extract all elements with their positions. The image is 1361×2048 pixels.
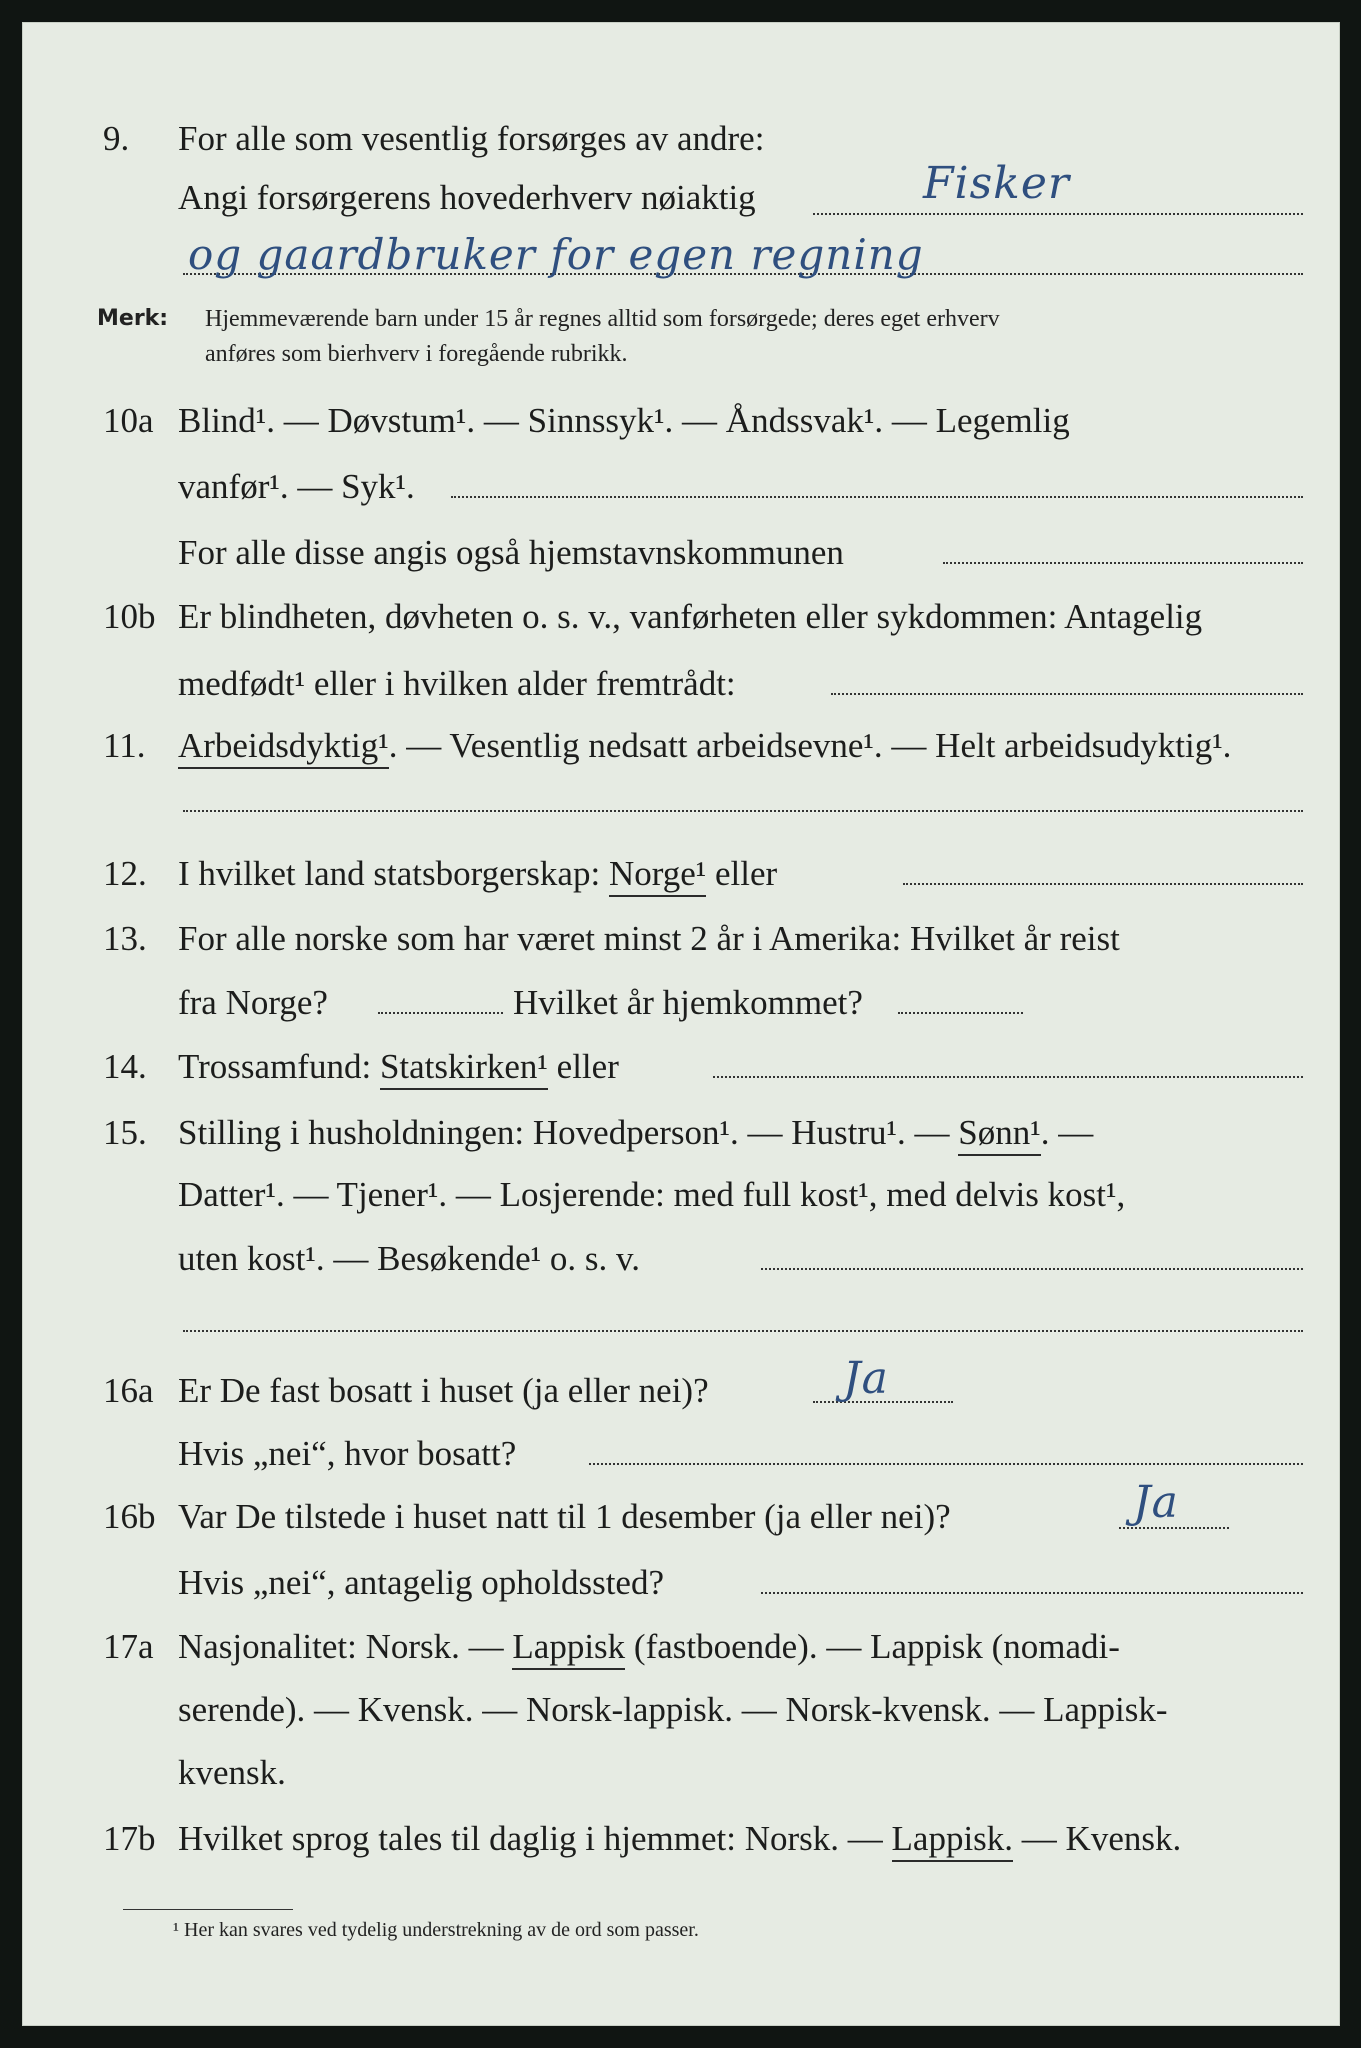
q13-line1: For alle norske som har været minst 2 år i Amerika: Hvilket år reist xyxy=(178,919,1120,958)
q16b-handwritten-answer: Ja xyxy=(1133,1477,1179,1528)
q11-number: 11. xyxy=(103,726,146,765)
q15-line3: uten kost¹. — Besøkende¹ o. s. v. xyxy=(178,1239,641,1278)
q16a-line1: Er De fast bosatt i huset (ja eller nei)? xyxy=(178,1371,709,1410)
q9-handwritten-answer1: Fisker xyxy=(923,158,1070,209)
q11-answer-line xyxy=(183,810,1303,812)
q17b-number: 17b xyxy=(103,1819,156,1858)
q9-number: 9. xyxy=(103,119,130,158)
q17a-line1c: (fastboende). — Lappisk (nomadi- xyxy=(625,1627,1120,1666)
q11-rest: . — Vesentlig nedsatt arbeidsevne¹. — Helt arbeidsudyktig¹. xyxy=(388,726,1232,765)
q15-line1c: . — xyxy=(1040,1113,1094,1152)
q13-line2a: fra Norge? xyxy=(178,983,328,1022)
q12-text xyxy=(178,856,777,891)
q16b-line1: Var De tilstede i huset natt til 1 desember (ja eller nei)? xyxy=(178,1497,951,1536)
q15-text xyxy=(178,1115,1093,1150)
merk-label: Merk: xyxy=(97,306,169,331)
q15-answer-line2 xyxy=(183,1330,1303,1332)
q9-handwritten-answer2: og gaardbruker for egen regning xyxy=(188,230,924,279)
q11-text xyxy=(178,728,1231,763)
q12-suffix: eller xyxy=(706,854,778,893)
q16b-opholdssted-line xyxy=(761,1592,1303,1594)
q17a-underlined-option: Lappisk xyxy=(512,1627,625,1670)
q14-suffix: eller xyxy=(547,1047,619,1086)
q15-line2: Datter¹. — Tjener¹. — Losjerende: med full kost¹, med delvis kost¹, xyxy=(178,1175,1126,1214)
q13-line2b: Hvilket år hjemkommet? xyxy=(513,983,863,1022)
q10a-line1: Blind¹. — Døvstum¹. — Sinnssyk¹. — Åndssvak¹. — Legemlig xyxy=(178,401,1070,440)
q14-number: 14. xyxy=(103,1047,147,1086)
q9-line1: For alle som vesentlig forsørges av andre: xyxy=(178,119,765,158)
q14-underlined-option: Statskirken¹ xyxy=(380,1047,548,1090)
q17b-underlined-option: Lappisk. xyxy=(892,1819,1014,1862)
q16b-number: 16b xyxy=(103,1497,156,1536)
q16b-line2: Hvis „nei“, antagelig opholdssted? xyxy=(178,1563,664,1602)
q10b-number: 10b xyxy=(103,597,156,636)
q17a-number: 17a xyxy=(103,1627,154,1666)
q14-answer-line xyxy=(713,1076,1303,1078)
q13-hjemkommet-line xyxy=(898,1012,1023,1014)
q16a-line2: Hvis „nei“, hvor bosatt? xyxy=(178,1434,517,1473)
q15-line1a: Stilling i husholdningen: Hovedperson¹. — Hustru¹. — xyxy=(178,1113,959,1152)
q10b-answer-line xyxy=(831,693,1303,695)
q16a-handwritten-answer: Ja xyxy=(843,1353,889,1404)
q14-text xyxy=(178,1049,619,1084)
q17a-line1a: Nasjonalitet: Norsk. — xyxy=(178,1627,513,1666)
q17b-suffix: — Kvensk. xyxy=(1013,1819,1182,1858)
q11-underlined-option: Arbeidsdyktig¹ xyxy=(178,726,389,769)
q15-answer-line xyxy=(761,1268,1303,1270)
q10a-line2: vanfør¹. — Syk¹. xyxy=(178,467,415,506)
q13-reist-line xyxy=(378,1012,503,1014)
q10a-number: 10a xyxy=(103,401,154,440)
q10a-hjemstavn-line xyxy=(943,562,1303,564)
q9-line2: Angi forsørgerens hovederhverv nøiaktig xyxy=(178,178,756,217)
q12-answer-line xyxy=(903,883,1303,885)
q17a-line2: serende). — Kvensk. — Norsk-lappisk. — Norsk-kvensk. — Lappisk- xyxy=(178,1690,1168,1729)
q10a-line3: For alle disse angis også hjemstavnskommunen xyxy=(178,533,844,572)
q13-number: 13. xyxy=(103,919,147,958)
q10b-line1: Er blindheten, døvheten o. s. v., vanførheten eller sykdommen: Antagelig xyxy=(178,597,1203,636)
merk-line2: anføres som bierhverv i foregående rubrikk. xyxy=(205,341,628,367)
footnote-rule xyxy=(123,1909,293,1910)
q17a-text xyxy=(178,1629,1120,1664)
q15-underlined-option: Sønn¹ xyxy=(958,1113,1040,1156)
q12-number: 12. xyxy=(103,854,147,893)
q16a-number: 16a xyxy=(103,1371,154,1410)
q14-prefix: Trossamfund: xyxy=(178,1047,380,1086)
census-form-page xyxy=(22,22,1340,2026)
q17a-line3: kvensk. xyxy=(178,1753,286,1792)
merk-line1: Hjemmeværende barn under 15 år regnes alltid som forsørgede; deres eget erhverv xyxy=(205,306,1000,332)
q16a-bosatt-line xyxy=(589,1463,1303,1465)
q17b-prefix: Hvilket sprog tales til daglig i hjemmet: Norsk. — xyxy=(178,1819,892,1858)
q10b-line2: medfødt¹ eller i hvilken alder fremtrådt: xyxy=(178,664,736,703)
q15-number: 15. xyxy=(103,1113,147,1152)
q12-prefix: I hvilket land statsborgerskap: xyxy=(178,854,609,893)
q10a-syk-line xyxy=(451,496,1303,498)
q12-underlined-option: Norge¹ xyxy=(609,854,706,897)
footnote: ¹ Her kan svares ved tydelig understrekning av de ord som passer. xyxy=(173,1919,699,1941)
q9-answer-line1 xyxy=(813,213,1303,215)
q17b-text xyxy=(178,1821,1181,1856)
